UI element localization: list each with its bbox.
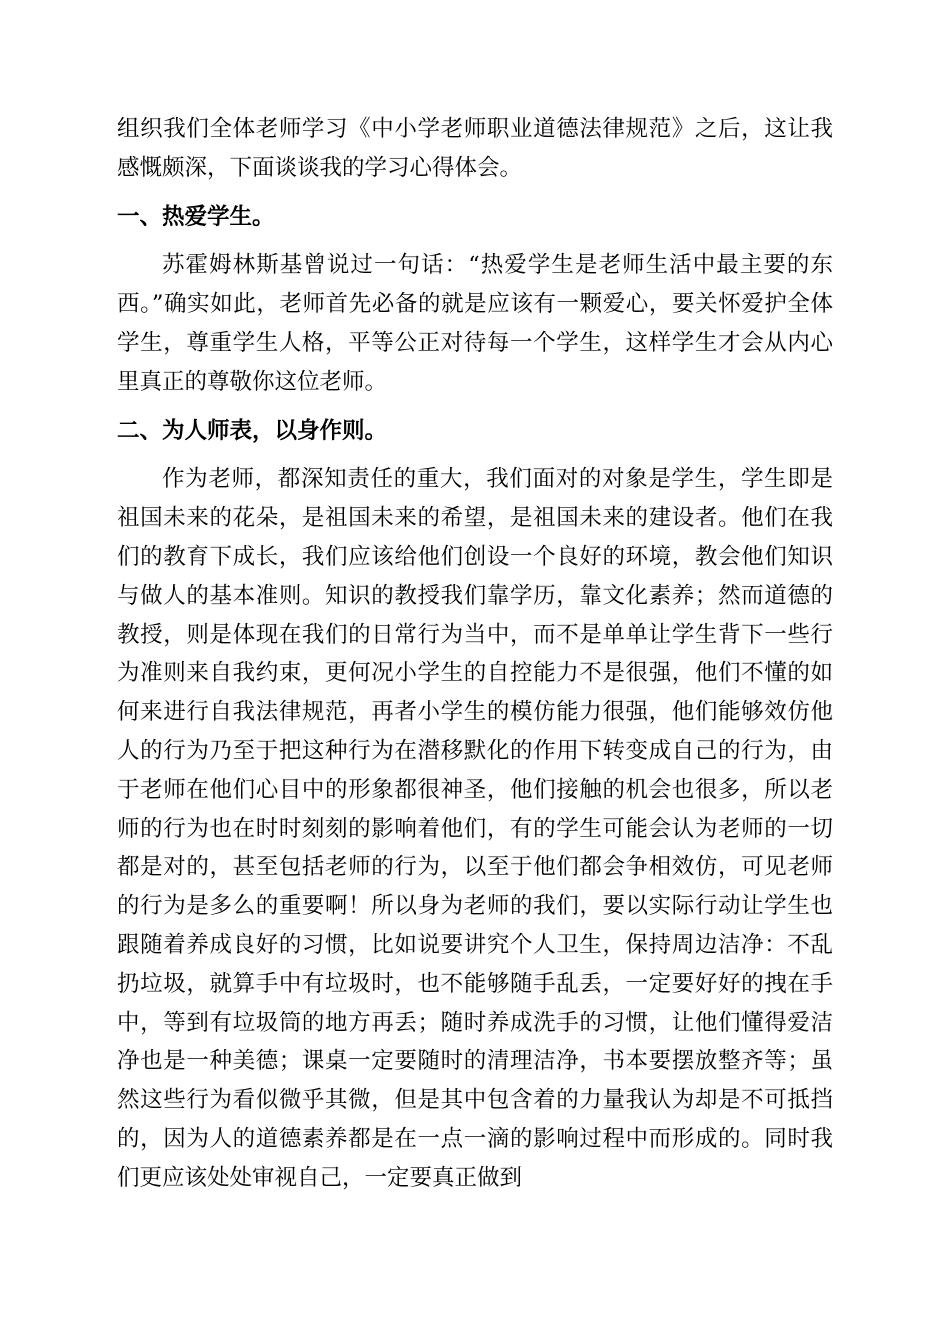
section-body-1: 苏霍姆林斯基曾说过一句话：“热爱学生是老师生活中最主要的东西。”确实如此，老师首先必备的就是应该有一颗爱心，要关怀爱护全体学生，尊重学生人格，平等公正对待每一个学生，这样学生才会从内心里真正的尊敬你这位老师。 xyxy=(117,252,833,395)
section-heading-2: 二、为人师表，以身作则。 xyxy=(117,417,388,444)
section-body-2: 作为老师，都深知责任的重大，我们面对的对象是学生，学生即是祖国未来的花朵，是祖国未来的希望，是祖国未来的建设者。他们在我们的教育下成长，我们应该给他们创设一个良好的环境，教会他们知识与做人的基本准则。知识的教授我们靠学历，靠文化素养；然而道德的教授，则是体现在我们的日常行为当中，而不是单单让学生背下一些行为准则来自我约束，更何况小学生的自控能力不是很强，他们不懂的如何来进行自我法律规范，再者小学生的模仿能力很强，他们能够效仿他人的行为乃至于把这种行为在潜移默化的作用下转变成自己的行为，由于老师在他们心目中的形象都很神圣，他们接触的机会也很多，所以老师的行为也在时时刻刻的影响着他们，有的学生可能会认为老师的一切都是对的，甚至包括老师的行为，以至于他们都会争相效仿，可见老师的行为是多么的重要啊！所以身为老师的我们，要以实际行动让学生也跟随着养成良好的习惯，比如说要讲究个人卫生，保持周边洁净：不乱扔垃圾，就算手中有垃圾时，也不能够随手乱丢，一定要好好的拽在手中，等到有垃圾筒的地方再丢；随时养成洗手的习惯，让他们懂得爱洁净也是一种美德；课桌一定要随时的清理洁净，书本要摆放整齐等；虽然这些行为看似微乎其微，但是其中包含着的力量我认为却是不可抵挡的，因为人的道德素养都是在一点一滴的影响过程中而形成的。同时我们更应该处处审视自己，一定要真正做到 xyxy=(117,466,833,1191)
section-heading-1: 一、热爱学生。 xyxy=(117,203,275,230)
intro-paragraph: 组织我们全体老师学习《中小学老师职业道德法律规范》之后，这让我感慨颇深，下面谈谈我的学习心得体会。 xyxy=(117,116,833,181)
document-page xyxy=(117,110,833,1198)
